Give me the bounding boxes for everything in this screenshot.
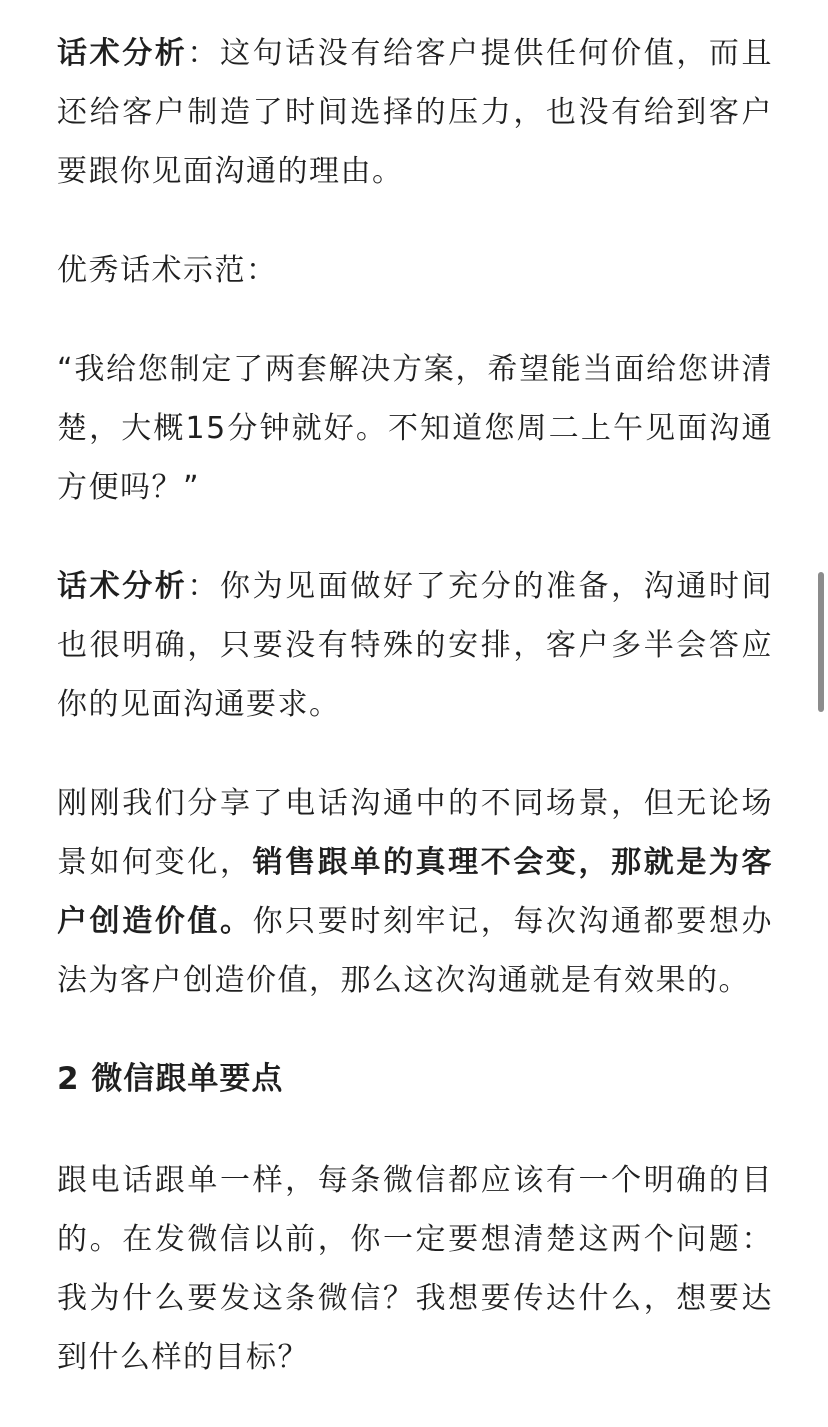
article-content bbox=[57, 24, 773, 1427]
scrollbar-thumb[interactable] bbox=[818, 572, 824, 712]
analysis-label: 话术分析 bbox=[57, 36, 188, 71]
closing-text: 跟电话跟单一样，每条微信都应该有一个明确的目的。在发微信以前，你一定要想清楚这两个问题：我为什么要发这条微信？我想要传达什么，想要达到什么样的目标？ bbox=[57, 1163, 773, 1375]
analysis-text: ：这句话没有给客户提供任何价值，而且还给客户制造了时间选择的压力，也没有给到客户要跟你见面沟通的理由。 bbox=[57, 36, 774, 189]
example-quote-paragraph bbox=[57, 340, 773, 517]
summary-text-before: 刚刚我们分享了电话沟通中的不同场景，但无论场景如何变化， bbox=[57, 786, 773, 880]
analysis-paragraph-1 bbox=[57, 24, 773, 201]
section-heading: 2 微信跟单要点 bbox=[57, 1061, 284, 1097]
closing-paragraph bbox=[57, 1151, 773, 1387]
summary-text-after: 你只要时刻牢记，每次沟通都要想办法为客户创造价值，那么这次沟通就是有效果的。 bbox=[57, 904, 774, 998]
summary-paragraph bbox=[57, 774, 773, 1010]
analysis-paragraph-2 bbox=[57, 557, 773, 734]
analysis-label: 话术分析 bbox=[57, 569, 188, 604]
analysis-text: ：你为见面做好了充分的准备，沟通时间也很明确，只要没有特殊的安排，客户多半会答应你的见面沟通要求。 bbox=[57, 569, 774, 722]
summary-bold-statement: 销售跟单的真理不会变，那就是为客户创造价值。 bbox=[57, 845, 774, 939]
example-label: 优秀话术示范： bbox=[57, 253, 278, 288]
example-quote: “我给您制定了两套解决方案，希望能当面给您讲清楚，大概15分钟就好。不知道您周二上午见面沟通方便吗？” bbox=[57, 352, 773, 505]
example-label-paragraph bbox=[57, 241, 773, 300]
